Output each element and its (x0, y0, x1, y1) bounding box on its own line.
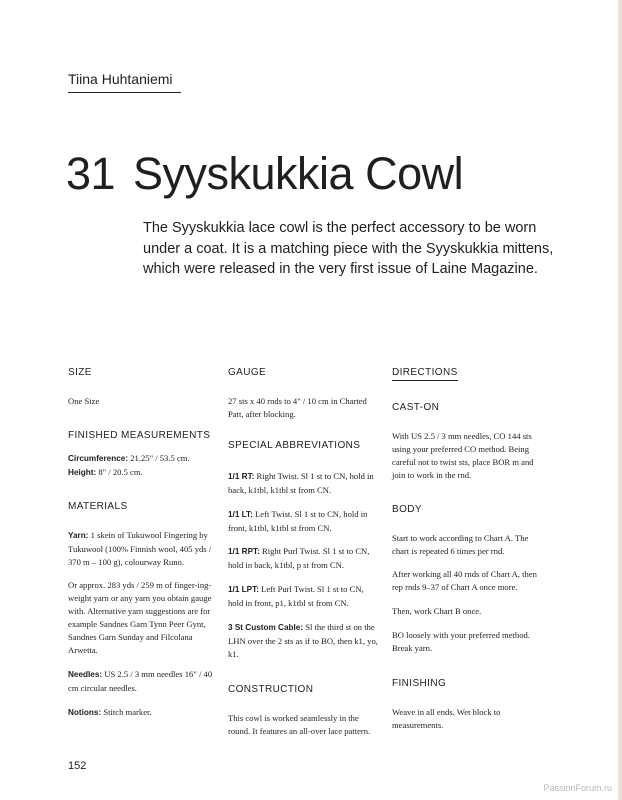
page-title (66, 146, 566, 202)
circumference: Circumference: 21.25" / 53.5 cm. (68, 452, 190, 463)
finished-measurements-heading: FINISHED MEASUREMENTS (68, 429, 211, 441)
abbr-item: 1/1 RT: Right Twist. Sl 1 st to CN, hold in back, k1tbl, k1tbl st from CN. (228, 470, 374, 495)
intro-paragraph: The Syyskukkia lace cowl is the perfect accessory to be worn under a coat. It is a matching piece with the Syyskukkia mittens, which were released in the very first issue of Laine Magazine. (143, 220, 554, 277)
body-heading: BODY (392, 503, 422, 515)
finishing-text: Weave in all ends. Wet block to measurements. (392, 706, 501, 730)
abbr-item: 1/1 LPT: Left Purl Twist. Sl 1 st to CN, hold in front, p1, k1tbl st from CN. (228, 584, 364, 609)
pattern-number: 31 (66, 148, 116, 199)
cast-on-text: With US 2.5 / 3 mm needles, CO 144 sts using your preferred CO method. Being careful not to twist sts, place BOR m and join to work in the rnd. (392, 431, 534, 480)
yarn-info: Yarn: 1 skein of Tukuwool Fingering by Tukuwool (100% Finnish wool, 405 yds / 370 m – 100 g), colourway Runo. (68, 529, 212, 567)
construction-text: This cowl is worked seamlessly in the round. It features an all-over lace pattern. (228, 712, 371, 736)
column-size-materials (68, 366, 218, 731)
gauge-heading: GAUGE (228, 367, 267, 378)
materials-heading: MATERIALS (68, 500, 128, 512)
needles-info: Needles: US 2.5 / 3 mm needles 16" / 40 cm circular needles. (68, 668, 213, 693)
height: Height: 8" / 20.5 cm. (68, 466, 143, 477)
body-step-2: After working all 40 rnds of Chart A, then rep rnds 9–37 of Chart A once more. (392, 569, 537, 593)
size-text: One Size (68, 396, 100, 406)
abbr-item: 3 St Custom Cable: Sl the third st on the LHN over the 2 sts as if to BO, then k1, yo, k1. (228, 622, 378, 659)
column-directions (392, 366, 544, 743)
construction-heading: CONSTRUCTION (228, 683, 314, 695)
body-step-3: Then, work Chart B once. (392, 606, 482, 617)
page-edge (618, 0, 622, 800)
watermark: PassionForum.ru (543, 783, 612, 793)
size-heading: SIZE (68, 367, 92, 378)
gauge-text: 27 sts x 40 rnds to 4" / 10 cm in Charted Patt, after blocking. (228, 396, 367, 419)
directions-heading: DIRECTIONS (392, 366, 544, 379)
cast-on-heading: CAST-ON (392, 402, 440, 413)
body-step-1: Start to work according to Chart A. The chart is repeated 6 times per rnd. (392, 532, 529, 556)
abbr-item: 1/1 RPT: Right Purl Twist. Sl 1 st to CN, hold in back, k1tbl, p st from CN. (228, 546, 370, 571)
author-name: Tiina Huhtaniemi (68, 71, 181, 93)
body-step-4: BO loosely with your preferred method. Break yarn. (392, 630, 530, 654)
special-abbreviations-heading: SPECIAL ABBREVIATIONS (228, 439, 361, 451)
pattern-name: Syyskukkia Cowl (133, 148, 464, 199)
finishing-heading: FINISHING (392, 677, 447, 689)
yarn-alternatives: Or approx. 283 yds / 259 m of finger-ing-weight yarn or any yarn you obtain gauge with. Alternative yarn suggestions are for example Sandnes Garn Tynn Peer Gynt, Sandnes Garn Sunday and Filcolana Arwetta. (68, 580, 212, 655)
page-number: 152 (68, 760, 87, 772)
column-gauge-abbreviations (228, 366, 380, 749)
notions-info: Notions: Stitch marker. (68, 706, 152, 717)
abbr-item: 1/1 LT: Left Twist. Sl 1 st to CN, hold in front, k1tbl, k1tbl st from CN. (228, 508, 368, 533)
